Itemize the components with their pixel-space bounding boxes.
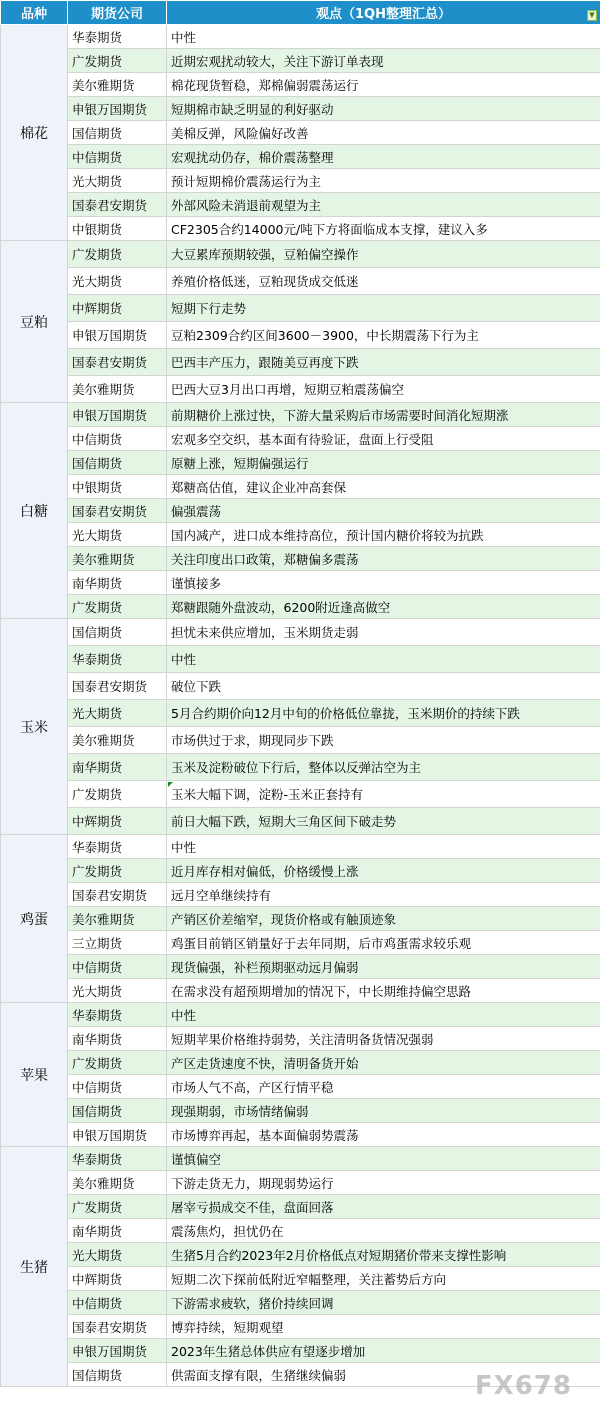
- table-row: [1, 1051, 600, 1075]
- table-row: [1, 727, 600, 754]
- view-cell: 巴西丰产压力，跟随美豆再度下跌: [167, 349, 600, 376]
- firm-cell: 广发期货: [68, 859, 167, 883]
- firm-cell: 国泰君安期货: [68, 193, 167, 217]
- firm-cell: 中信期货: [68, 1291, 167, 1315]
- view-cell: 现强期弱，市场情绪偏弱: [167, 1099, 600, 1123]
- firm-cell: 美尔雅期货: [68, 376, 167, 403]
- view-cell: 巴西大豆3月出口再增，短期豆粕震荡偏空: [167, 376, 600, 403]
- table-row: [1, 268, 600, 295]
- view-cell: 短期苹果价格维持弱势，关注清明备货情况强弱: [167, 1027, 600, 1051]
- view-cell: 养殖价格低迷，豆粕现货成交低迷: [167, 268, 600, 295]
- view-cell: 现货偏强，补栏预期驱动远月偏弱: [167, 955, 600, 979]
- view-cell: 玉米及淀粉破位下行后，整体以反弹沽空为主: [167, 754, 600, 781]
- table-row: [1, 646, 600, 673]
- table-row: [1, 1219, 600, 1243]
- firm-cell: 申银万国期货: [68, 1123, 167, 1147]
- view-cell: 豆粕2309合约区间3600－3900，中长期震荡下行为主: [167, 322, 600, 349]
- table-row: [1, 907, 600, 931]
- table-row: [1, 700, 600, 727]
- firm-cell: 南华期货: [68, 571, 167, 595]
- view-cell: 市场人气不高，产区行情平稳: [167, 1075, 600, 1099]
- table-row: [1, 835, 600, 859]
- firm-cell: 三立期货: [68, 931, 167, 955]
- view-cell: 郑糖跟随外盘波动，6200附近逢高做空: [167, 595, 600, 619]
- view-cell: CF2305合约14000元/吨下方将面临成本支撑，建议入多: [167, 217, 600, 241]
- firm-cell: 广发期货: [68, 1051, 167, 1075]
- view-cell: 郑糖高估值，建议企业冲高套保: [167, 475, 600, 499]
- filter-icon[interactable]: ▼: [587, 10, 597, 21]
- view-cell: 产区走货速度不快，清明备货开始: [167, 1051, 600, 1075]
- table-row: [1, 595, 600, 619]
- table-row: [1, 619, 600, 646]
- table-row: [1, 955, 600, 979]
- view-cell: 鸡蛋目前销区销量好于去年同期，后市鸡蛋需求较乐观: [167, 931, 600, 955]
- table-row: [1, 475, 600, 499]
- firm-cell: 南华期货: [68, 1027, 167, 1051]
- firm-cell: 国信期货: [68, 1099, 167, 1123]
- view-cell: 2023年生猪总体供应有望逐步增加: [167, 1339, 600, 1363]
- view-cell: 远月空单继续持有: [167, 883, 600, 907]
- firm-cell: 国信期货: [68, 1363, 167, 1387]
- table-row: [1, 349, 600, 376]
- view-cell: 下游走货无力，期现弱势运行: [167, 1171, 600, 1195]
- firm-cell: 中信期货: [68, 955, 167, 979]
- table-row: [1, 1195, 600, 1219]
- firm-cell: 光大期货: [68, 700, 167, 727]
- view-cell: 关注印度出口政策，郑糖偏多震荡: [167, 547, 600, 571]
- firm-cell: 国泰君安期货: [68, 349, 167, 376]
- firm-cell: 中信期货: [68, 427, 167, 451]
- view-cell: 大豆累库预期较强，豆粕偏空操作: [167, 241, 600, 268]
- header-firm: 期货公司: [68, 1, 167, 25]
- category-cell: 白糖: [1, 403, 68, 619]
- view-cell: 供需面支撑有限，生猪继续偏弱: [167, 1363, 600, 1387]
- table-row: [1, 859, 600, 883]
- header-category: 品种: [1, 1, 68, 25]
- firm-cell: 光大期货: [68, 523, 167, 547]
- firm-cell: 国信期货: [68, 121, 167, 145]
- view-cell: 原糖上涨，短期偏强运行: [167, 451, 600, 475]
- view-cell: 玉米大幅下调，淀粉-玉米正套持有: [167, 781, 600, 808]
- view-cell: 谨慎偏空: [167, 1147, 600, 1171]
- firm-cell: 华泰期货: [68, 1147, 167, 1171]
- firm-cell: 中辉期货: [68, 295, 167, 322]
- table-row: [1, 1315, 600, 1339]
- table-row: [1, 547, 600, 571]
- view-cell: 近月库存相对偏低，价格缓慢上涨: [167, 859, 600, 883]
- view-cell: 短期下行走势: [167, 295, 600, 322]
- firm-cell: 申银万国期货: [68, 1339, 167, 1363]
- view-cell: 中性: [167, 646, 600, 673]
- table-row: [1, 1075, 600, 1099]
- view-cell: 中性: [167, 1003, 600, 1027]
- firm-cell: 南华期货: [68, 754, 167, 781]
- view-cell: 博弈持续，短期观望: [167, 1315, 600, 1339]
- table-body: [1, 25, 600, 1387]
- table-row: [1, 781, 600, 808]
- table-row: [1, 121, 600, 145]
- view-cell: 国内减产，进口成本维持高位，预计国内糖价将较为抗跌: [167, 523, 600, 547]
- firm-cell: 中信期货: [68, 1075, 167, 1099]
- view-cell: 预计短期棉价震荡运行为主: [167, 169, 600, 193]
- view-cell: 前期糖价上涨过快，下游大量采购后市场需要时间消化短期涨: [167, 403, 600, 427]
- category-cell: 苹果: [1, 1003, 68, 1147]
- view-cell: 外部风险未消退前观望为主: [167, 193, 600, 217]
- table-row: [1, 295, 600, 322]
- view-cell: 棉花现货暂稳，郑棉偏弱震荡运行: [167, 73, 600, 97]
- view-cell: 宏观多空交织，基本面有待验证，盘面上行受阻: [167, 427, 600, 451]
- table-row: [1, 451, 600, 475]
- table-row: [1, 1099, 600, 1123]
- table-row: [1, 217, 600, 241]
- table-row: [1, 97, 600, 121]
- table-row: [1, 1003, 600, 1027]
- firm-cell: 国泰君安期货: [68, 499, 167, 523]
- view-cell: 短期棉市缺乏明显的利好驱动: [167, 97, 600, 121]
- firm-cell: 美尔雅期货: [68, 547, 167, 571]
- firm-cell: 中辉期货: [68, 808, 167, 835]
- table-row: [1, 808, 600, 835]
- firm-cell: 国泰君安期货: [68, 883, 167, 907]
- table-row: [1, 73, 600, 97]
- table-row: [1, 1339, 600, 1363]
- table-header-row: [1, 1, 600, 25]
- header-view: [167, 1, 600, 25]
- view-cell: 担忧未来供应增加，玉米期货走弱: [167, 619, 600, 646]
- firm-cell: 中银期货: [68, 217, 167, 241]
- firm-cell: 光大期货: [68, 169, 167, 193]
- firm-cell: 华泰期货: [68, 835, 167, 859]
- table-row: [1, 169, 600, 193]
- firm-cell: 美尔雅期货: [68, 1171, 167, 1195]
- table-row: [1, 49, 600, 73]
- view-cell: 短期二次下探前低附近窄幅整理，关注蓄势后方向: [167, 1267, 600, 1291]
- view-cell: 市场供过于求，期现同步下跌: [167, 727, 600, 754]
- table-row: [1, 571, 600, 595]
- table-row: [1, 1147, 600, 1171]
- table-row: [1, 883, 600, 907]
- firm-cell: 中信期货: [68, 145, 167, 169]
- view-cell: 前日大幅下跌，短期大三角区间下破走势: [167, 808, 600, 835]
- firm-cell: 华泰期货: [68, 646, 167, 673]
- view-cell: 破位下跌: [167, 673, 600, 700]
- table-row: [1, 145, 600, 169]
- view-cell: 近期宏观扰动较大，关注下游订单表现: [167, 49, 600, 73]
- view-cell: 谨慎接多: [167, 571, 600, 595]
- table-row: [1, 673, 600, 700]
- firm-cell: 南华期货: [68, 1219, 167, 1243]
- firm-cell: 申银万国期货: [68, 322, 167, 349]
- table-row: [1, 1027, 600, 1051]
- firm-cell: 广发期货: [68, 1195, 167, 1219]
- view-cell: 下游需求疲软，猪价持续回调: [167, 1291, 600, 1315]
- firm-cell: 美尔雅期货: [68, 727, 167, 754]
- view-cell: 5月合约期价向12月中旬的价格低位靠拢，玉米期价的持续下跌: [167, 700, 600, 727]
- table-row: [1, 241, 600, 268]
- firm-cell: 光大期货: [68, 979, 167, 1003]
- firm-cell: 华泰期货: [68, 25, 167, 49]
- table-row: [1, 1243, 600, 1267]
- firm-cell: 广发期货: [68, 595, 167, 619]
- watermark-logo: FX678: [474, 1371, 572, 1401]
- firm-cell: 广发期货: [68, 781, 167, 808]
- firm-cell: 光大期货: [68, 1243, 167, 1267]
- view-cell: 中性: [167, 835, 600, 859]
- firm-cell: 光大期货: [68, 268, 167, 295]
- table-row: [1, 931, 600, 955]
- table-row: [1, 1291, 600, 1315]
- view-cell: 中性: [167, 25, 600, 49]
- comment-marker-icon: [168, 782, 173, 787]
- view-cell: 产销区价差缩窄，现货价格或有触顶迹象: [167, 907, 600, 931]
- firm-cell: 国信期货: [68, 619, 167, 646]
- firm-cell: 申银万国期货: [68, 403, 167, 427]
- table-row: [1, 25, 600, 49]
- firm-cell: 广发期货: [68, 49, 167, 73]
- firm-cell: 美尔雅期货: [68, 907, 167, 931]
- table-row: [1, 403, 600, 427]
- table-row: [1, 1267, 600, 1291]
- view-cell: 美棉反弹，风险偏好改善: [167, 121, 600, 145]
- category-cell: 鸡蛋: [1, 835, 68, 1003]
- firm-cell: 国泰君安期货: [68, 673, 167, 700]
- firm-cell: 广发期货: [68, 241, 167, 268]
- firm-cell: 申银万国期货: [68, 97, 167, 121]
- category-cell: 棉花: [1, 25, 68, 241]
- firm-cell: 美尔雅期货: [68, 73, 167, 97]
- view-cell: 生猪5月合约2023年2月价格低点对短期猪价带来支撑性影响: [167, 1243, 600, 1267]
- firm-cell: 国信期货: [68, 451, 167, 475]
- table-row: [1, 523, 600, 547]
- view-cell: 在需求没有超预期增加的情况下，中长期维持偏空思路: [167, 979, 600, 1003]
- table-row: [1, 1171, 600, 1195]
- view-cell: 震荡焦灼，担忧仍在: [167, 1219, 600, 1243]
- view-cell: 宏观扰动仍存，棉价震荡整理: [167, 145, 600, 169]
- table-row: [1, 499, 600, 523]
- table-row: [1, 1123, 600, 1147]
- header-view-label: 观点（1QH整理汇总）: [316, 7, 451, 22]
- firm-cell: 中辉期货: [68, 1267, 167, 1291]
- table-row: [1, 754, 600, 781]
- table-row: [1, 979, 600, 1003]
- view-cell: 屠宰亏损成交不佳，盘面回落: [167, 1195, 600, 1219]
- category-cell: 豆粕: [1, 241, 68, 403]
- category-cell: 生猪: [1, 1147, 68, 1387]
- firm-cell: 华泰期货: [68, 1003, 167, 1027]
- table-row: [1, 322, 600, 349]
- table-row: [1, 193, 600, 217]
- firm-cell: 国泰君安期货: [68, 1315, 167, 1339]
- table-row: [1, 427, 600, 451]
- table-row: [1, 376, 600, 403]
- view-cell: 偏强震荡: [167, 499, 600, 523]
- category-cell: 玉米: [1, 619, 68, 835]
- view-cell: 市场博弈再起，基本面偏弱势震荡: [167, 1123, 600, 1147]
- firm-cell: 中银期货: [68, 475, 167, 499]
